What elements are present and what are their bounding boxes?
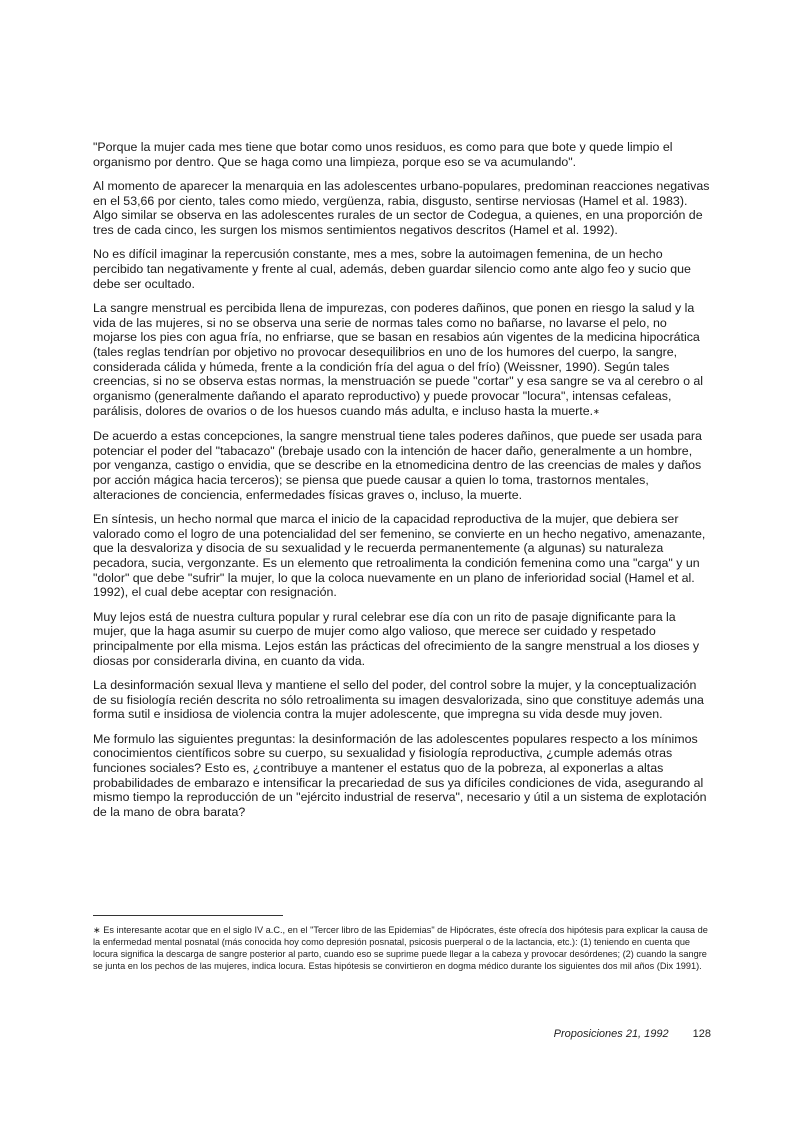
paragraph-7: Muy lejos está de nuestra cultura popular y rural celebrar ese día con un rito de pasaje dignificante para la mujer, que la haga asumir su cuerpo de mujer como algo valioso, que merece ser cuidado y respetado principalmente por ella misma. Lejos están las prácticas del ofrecimiento de la sangre menstrual a los dioses y diosas por considerarla divina, en cuanto da vida. xyxy=(93,609,700,668)
running-footer xyxy=(545,1028,711,1040)
paragraph-3: No es difícil imaginar la repercusión constante, mes a mes, sobre la autoimagen femenina, de un hecho percibido tan negativamente y frente al cual, además, deben guardar silencio como ante algo feo y sucio que debe ser ocultado. xyxy=(93,247,691,291)
page-number: 128 xyxy=(692,1028,711,1040)
paragraph-1: "Porque la mujer cada mes tiene que botar como unos residuos, es como para que bote y quede limpio el organismo por dentro. Que se haga como una limpieza, porque eso se va acumulando". xyxy=(93,140,673,169)
footnote-reference: ∗ xyxy=(593,406,600,416)
paragraph-9: Me formulo las siguientes preguntas: la desinformación de las adolescentes populares respecto a los mínimos conocimientos científicos sobre su cuerpo, su sexualidad y fisiología reproductiva, ¿cumple además otras funciones sociales? Esto es, ¿contribuye a mantener el estatus quo de la pobreza, al exponerlas a altas probabilidades de embarazo e intensificar la precariedad de sus ya difíciles condiciones de vida, asegurando al mismo tiempo la reproducción de un "ejército industrial de reserva", necesario y útil a un sistema de explotación de la mano de obra barata? xyxy=(93,731,707,820)
paragraph-4 xyxy=(93,301,711,420)
footnote-divider xyxy=(93,915,283,916)
footnote-marker: ∗ xyxy=(93,925,101,935)
paragraph-4-text: La sangre menstrual es percibida llena de impurezas, con poderes dañinos, que ponen en riesgo la salud y la vida de las mujeres, si no se observa una serie de normas tales como no bañarse, no lavarse el pelo, no mojarse los pies con agua fría, no enfriarse, que se basan en resabios aún vigentes de la medicina hipocrática (tales reglas tendrían por objetivo no provocar desequilibrios en uno de los humores del cuerpo, la sangre, considerada cálida y húmeda, frente a la condición fría del agua o del frío) (Weissner, 1990). Según tales creencias, si no se observa estas normas, la menstruación se puede "cortar" y esa sangre se va al cerebro o al organismo (generalmente dañando el aparato reproductivo) y puede provocar "locura", intensas cefaleas, parálisis, dolores de ovarios o de los huesos cuando más adulta, e incluso hasta la muerte. xyxy=(93,300,704,418)
paragraph-5: De acuerdo a estas concepciones, la sangre menstrual tiene tales poderes dañinos, que puede ser usada para potenciar el poder del "tabacazo" (brebaje usado con la intención de hacer daño, generalmente a un hombre, por venganza, castigo o envidia, que se describe en la etnomedicina dentro de las creencias de males y daños por acción mágica hacia terceros); se piensa que puede causar a quien lo toma, trastornos mentales, alteraciones de conciencia, enfermedades físicas graves o, incluso, la muerte. xyxy=(93,428,702,502)
paragraph-8: La desinformación sexual lleva y mantiene el sello del poder, del control sobre la mujer, y la conceptualización de su fisiología recién descrita no sólo retroalimenta su imagen desvalorizada, sino que constituye además una forma sutil e insidiosa de violencia contra la mujer adolescente, que impregna su vida desde muy joven. xyxy=(93,678,704,722)
body-text xyxy=(93,140,711,829)
footnote-text: Es interesante acotar que en el siglo IV a.C., en el "Tercer libro de las Epidemias" de Hipócrates, éste ofrecía dos hipótesis para explicar la causa de la enfermedad mental posnatal (más conocida hoy como depresión posnatal, psicosis puerperal o de la lactancia, etc.): (1) teniendo en cuenta que locura significa la descarga de sangre posterior al parto, cuando eso se suprime puede llegar a la cabeza y provocar desórdenes; (2) cuando la sangre se junta en los pechos de las mujeres, indica locura. Estas hipótesis se convirtieron en dogma médico durante los siguientes dos mil años (Dix 1991). xyxy=(93,925,708,972)
paragraph-2: Al momento de aparecer la menarquia en las adolescentes urbano-populares, predominan reacciones negativas en el 53,66 por ciento, tales como miedo, vergüenza, rabia, disgusto, sentirse nerviosas (Hamel et al. 1983). Algo similar se observa en las adolescentes rurales de un sector de Codegua, a quienes, en una proporción de tres de cada cinco, les surgen los mismos sentimientos negativos descritos (Hamel et al. 1992). xyxy=(93,178,710,238)
paragraph-6: En síntesis, un hecho normal que marca el inicio de la capacidad reproductiva de la mujer, que debiera ser valorado como el logro de una potencialidad del ser femenino, se convierte en un hecho negativo, amenazante, que la desvaloriza y disocia de su sexualidad y le recuerda permanentemente (a algunas) su naturaleza pecadora, sucia, vergonzante. Es un elemento que retroalimenta la condición femenina como una "carga" y un "dolor" que debe "sufrir" la mujer, lo que la coloca nuevamente en un plano de inferioridad social (Hamel et al. 1992), el cual debe aceptar con resignación. xyxy=(93,511,706,600)
footnote xyxy=(93,924,711,972)
journal-citation: Proposiciones 21, 1992 xyxy=(553,1028,669,1040)
